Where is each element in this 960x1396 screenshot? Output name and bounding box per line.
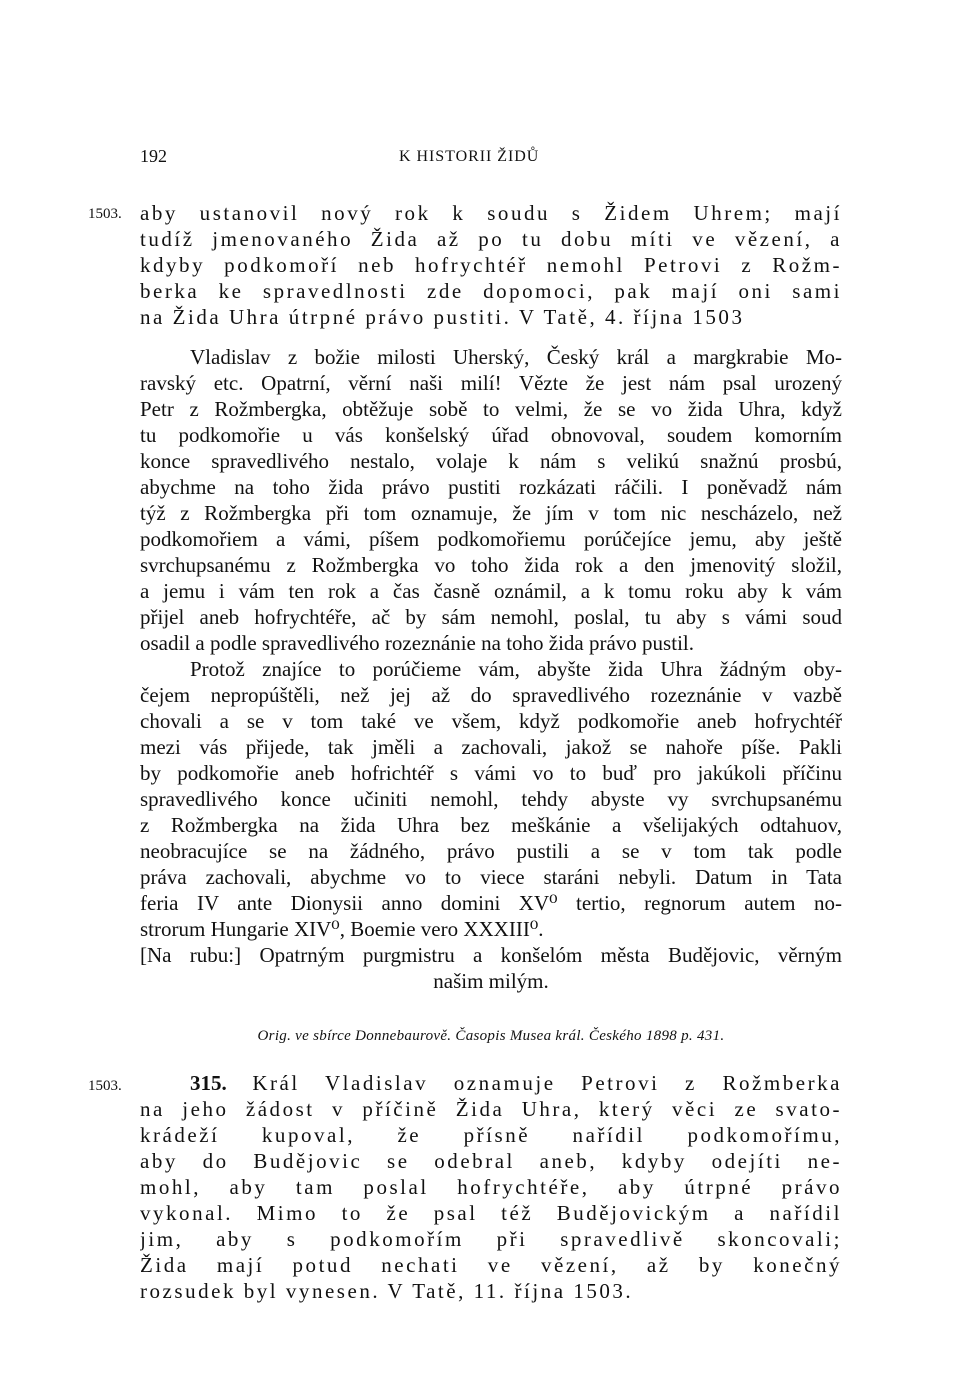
summary-first-text: Král Vladislav oznamuje Petrovi z Rožmberka: [252, 1071, 842, 1095]
text-line: přijel aneb hofrychtéře, ač by sám nemohl, poslal, tu aby s vámi soud: [140, 605, 842, 629]
text-line: týž z Rožmbergka při tom oznamuje, že jím v tom nic nescházelo, než: [140, 501, 842, 525]
address-line: našim milým.: [433, 969, 549, 993]
text-line: svrchupsanému z Rožmbergka vo toho žida rok a den jmenovitý složil,: [140, 553, 842, 577]
address-line: [Na rubu:] Opatrným purgmistru a konšelóm města Budějovic, věrným: [140, 943, 842, 967]
entry-314-summary: [140, 200, 842, 330]
text-line: z Rožmbergka na žida Uhra bez meškánie a všelijakých odtahuov,: [140, 813, 842, 837]
text-line: osadil a podle spravedlivého rozeznánie na toho žida právo pustil.: [140, 631, 694, 655]
entry-315-summary: [140, 1070, 842, 1304]
text-line: mezi vás přijede, tak jměli a zachovali, jakož se nahoře píše. Pakli: [140, 735, 842, 759]
text-line: Vladislav z božie milosti Uherský, Český král a margkrabie Mo-: [190, 345, 842, 369]
entry-314-text: [140, 344, 842, 994]
summary-line: vykonal. Mimo to že psal též Budějovickým a nařídil: [140, 1201, 842, 1225]
text-line: strorum Hungarie XIV⁰, Boemie vero XXXIII⁰.: [140, 917, 544, 941]
text-line: spravedlivého konce učiniti nemohl, tehdy abyste vy svrchupsanému: [140, 787, 842, 811]
summary-line-first: [140, 1070, 842, 1096]
summary-line: tudíž jmenovaného Žida až po tu dobu míti ve vězení, a: [140, 227, 842, 251]
text-line: čejem nepropúštěli, než jej až do spravedlivého rozeznánie v vazbě: [140, 683, 842, 707]
text-line: chovali a se v tom také ve všem, když podkomořie aneb hofrychtéř: [140, 709, 842, 733]
text-line: Petr z Rožmbergka, obtěžuje sobě to velmi, že se vo žida Uhra, když: [140, 397, 842, 421]
summary-line: aby ustanovil nový rok k soudu s Židem Uhrem; mají: [140, 201, 842, 225]
text-line: konce spravedlivého nestalo, volaje k nám s velikú snažnú prosbú,: [140, 449, 842, 473]
text-line: feria IV ante Dionysii anno domini XV⁰ tertio, regnorum autem no-: [140, 891, 842, 915]
summary-line: jim, aby s podkomořím při spravedlivě skoncovali;: [140, 1227, 842, 1251]
running-title: K HISTORII ŽIDŮ: [399, 148, 540, 165]
summary-line: mohl, aby tam poslal hofrychtéře, aby útrpné právo: [140, 1175, 842, 1199]
summary-line: rozsudek byl vynesen. V Tatě, 11. října 1503.: [140, 1279, 634, 1303]
text-line: podkomořiem a vámi, píšem podkomořiemu porúčejíce jemu, aby ještě: [140, 527, 842, 551]
text-line: neobracujíce se na žádného, právo pustili a se v tom tak podle: [140, 839, 842, 863]
summary-line: kdyby podkomoří neb hofrychtéř nemohl Petrovi z Rožm-: [140, 253, 842, 277]
text-line: abychme na toho žida právo pustiti rozkázati ráčili. I poněvadž nám: [140, 475, 842, 499]
summary-line: berka ke spravedlnosti zde dopomoci, pak mají oni sami: [140, 279, 842, 303]
summary-line: na jeho žádost v příčině Žida Uhra, který věci ze svato-: [140, 1097, 842, 1121]
summary-line: aby do Budějovic se odebral aneb, kdyby odejíti ne-: [140, 1149, 842, 1173]
text-line: tu podkomořie u vás konšelský úřad obnovoval, soudem komorním: [140, 423, 842, 447]
text-line: a jemu i vám ten rok a čas časně oznámil, a k tomu roku aby k vám: [140, 579, 842, 603]
text-line: by podkomořie aneb hofrichtéř s vámi vo to buď pro jakúkoli příčinu: [140, 761, 842, 785]
text-line: ravský etc. Opatrní, věrní naši milí! Vězte že jest nám psal urozený: [140, 371, 842, 395]
summary-line: krádeží kupoval, že přísně nařídil podkomořímu,: [140, 1123, 842, 1147]
margin-year-314: 1503.: [88, 206, 122, 222]
text-line: práva zachovali, abychme vo to viece staráni nebyli. Datum in Tata: [140, 865, 842, 889]
document-number: 315.: [190, 1071, 227, 1095]
margin-year-315: 1503.: [88, 1078, 122, 1094]
summary-line: na Žida Uhra útrpné právo pustiti. V Tatě, 4. října 1503: [140, 305, 745, 329]
page-number: 192: [140, 146, 167, 166]
text-line: Protož znajíce to porúčieme vám, abyšte žida Uhra žádným oby-: [190, 657, 842, 681]
source-note: Orig. ve sbírce Donnebaurově. Časopis Musea král. Českého 1898 p. 431.: [257, 1028, 725, 1044]
summary-line: Žida mají potud nechati ve vězení, až by konečný: [140, 1253, 842, 1277]
